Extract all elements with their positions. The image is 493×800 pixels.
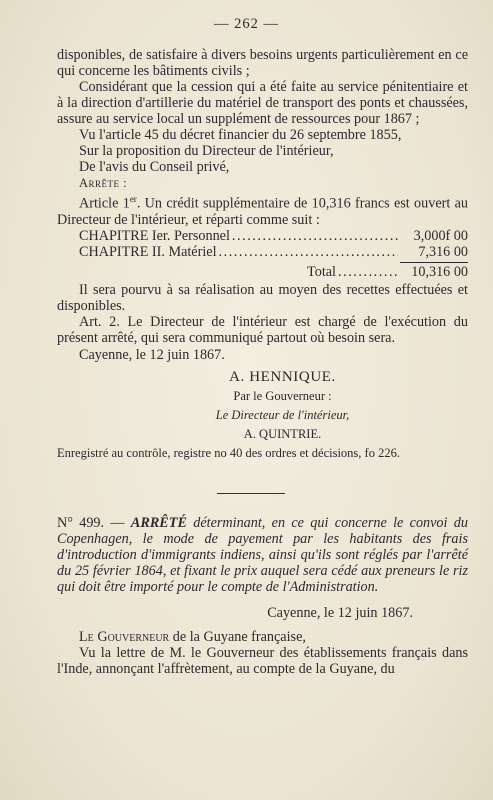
budget-total-label: Total bbox=[307, 263, 336, 280]
budget-row bbox=[79, 244, 468, 260]
arrete-499-title: ARRÊTÉ bbox=[130, 515, 187, 531]
leader-dots bbox=[219, 244, 398, 260]
paragraph-vu-article: Vu l'article 45 du décret financier du 26 septembre 1855, bbox=[79, 127, 402, 143]
signature-hennique: A. HENNIQUE. bbox=[229, 368, 336, 385]
budget-row-amount: 3,000f 00 bbox=[413, 227, 468, 244]
budget-row-label: CHAPITRE II. Matériel bbox=[79, 243, 217, 260]
leader-dots bbox=[338, 264, 398, 280]
article-1-sup: er bbox=[129, 194, 137, 204]
signature-quintrie: A. QUINTRIE. bbox=[243, 426, 322, 441]
budget-total-amount: 10,316 00 bbox=[400, 262, 468, 280]
article-1-prefix: Article 1 bbox=[79, 195, 130, 212]
arrete-499 bbox=[57, 515, 468, 677]
budget-row-amount: 7,316 00 bbox=[418, 243, 468, 260]
enregistre-line: Enregistré au contrôle, registre no 40 des ordres et décisions, fo 226. bbox=[57, 445, 400, 460]
gouverneur-label: Le Gouverneur bbox=[79, 629, 170, 645]
article-1 bbox=[57, 191, 468, 228]
directeur-title: Le Directeur de l'intérieur, bbox=[215, 407, 350, 422]
paragraph-avis: De l'avis du Conseil privé, bbox=[79, 159, 230, 175]
date-line: Cayenne, le 12 juin 1867. bbox=[79, 346, 225, 363]
gouverneur-line bbox=[57, 629, 468, 645]
arrete-499-heading bbox=[57, 515, 468, 595]
paragraph-considerant: Considérant que la cession qui a été faite au service pénitentiaire et à la direction d'artillerie du matériel de transport des ponts et chaussées, assure au service local un supplément de ressources pour 1867 ; bbox=[57, 79, 468, 127]
paragraph-vu-lettre: Vu la lettre de M. le Gouverneur des établissements français dans l'Inde, annonçant l'affrètement, au compte de la Guyane, du bbox=[57, 645, 468, 677]
budget-table bbox=[57, 228, 468, 280]
arrete-499-number: N° 499. — bbox=[57, 515, 131, 531]
article-1-text: . Un crédit supplémentaire de 10,316 francs est ouvert au Directeur de l'intérieur, et réparti comme suit : bbox=[57, 195, 469, 228]
arrete-label: Arrête : bbox=[79, 176, 128, 190]
budget-row bbox=[79, 228, 468, 244]
arrete-body bbox=[57, 47, 468, 461]
par-le-gouverneur: Par le Gouverneur : bbox=[233, 388, 332, 403]
gouverneur-rest: de la Guyane française, bbox=[169, 629, 306, 645]
paragraph-proposition: Sur la proposition du Directeur de l'intérieur, bbox=[79, 143, 334, 159]
paragraph-realisation: Il sera pourvu à sa réalisation au moyen des recettes effectuées et disponibles. bbox=[57, 281, 468, 314]
budget-total-row bbox=[79, 262, 468, 280]
paragraph-continuation: disponibles, de satisfaire à divers besoins urgents particulièrement en ce qui concerne les bâtiments civils ; bbox=[57, 47, 468, 79]
paragraph-article-2: Art. 2. Le Directeur de l'intérieur est chargé de l'exécution du présent arrêté, qui sera communiqué partout où besoin sera. bbox=[57, 313, 468, 346]
page-number: — 262 — bbox=[214, 16, 279, 32]
leader-dots bbox=[232, 228, 398, 244]
budget-row-label: CHAPITRE Ier. Personnel bbox=[79, 227, 230, 244]
section-divider bbox=[217, 493, 285, 494]
date-line-2: Cayenne, le 12 juin 1867. bbox=[267, 605, 413, 621]
arrete-499-description: déterminant, en ce qui concerne le convoi du Copenhagen, le mode de payement par les habitants des frais d'introduction d'immigrants indiens, ainsi qu'ils sont réglés par l'arrêté du 25 février 1864, et fixant le prix auquel sera cédé aux preneurs le riz qui doit être importé pour le compte de l'Administration. bbox=[57, 515, 468, 595]
